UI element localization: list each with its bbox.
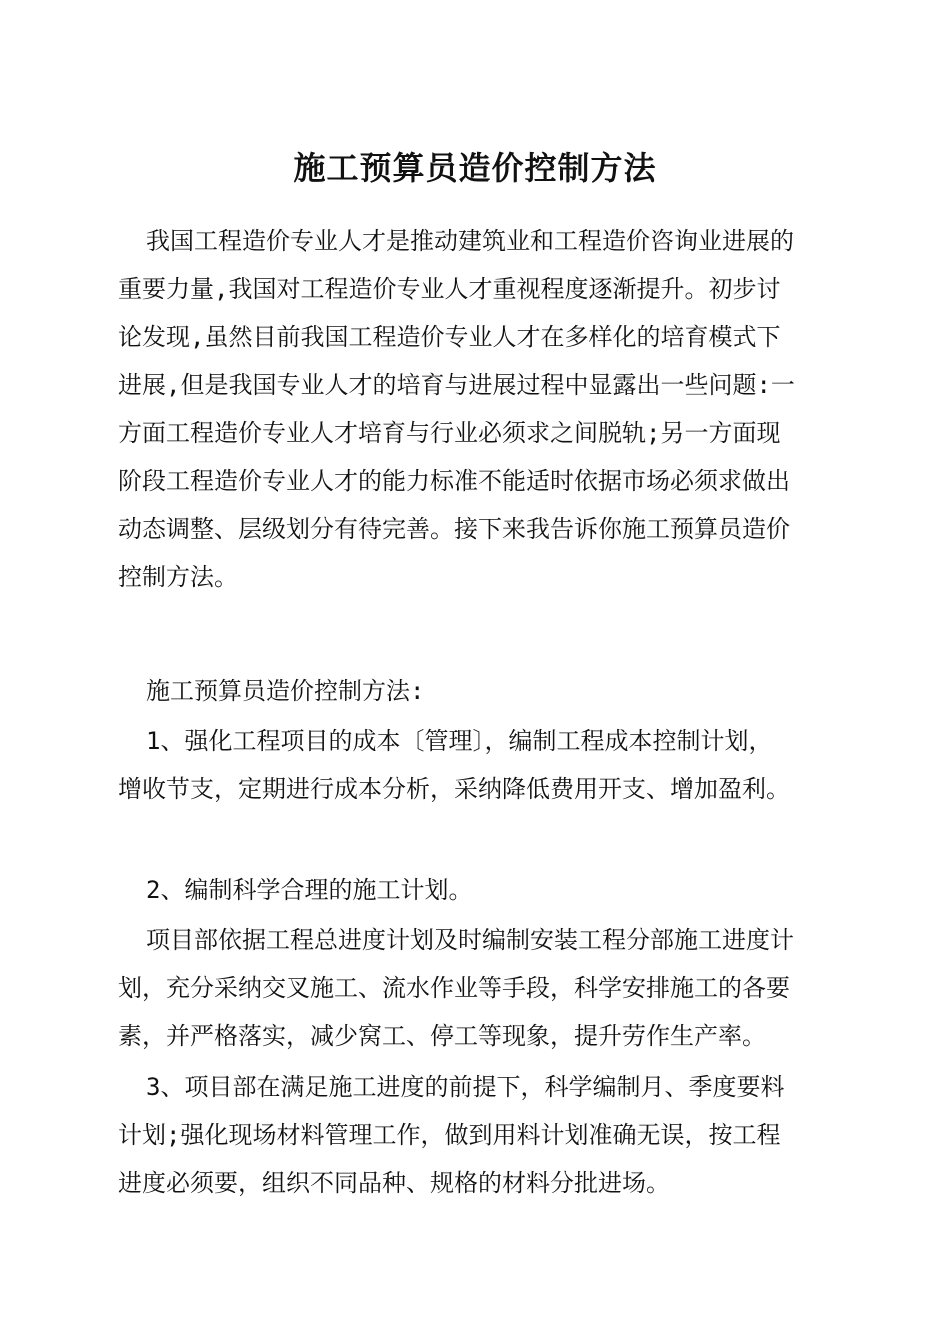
item2-heading-paragraph [118, 866, 838, 914]
item3-line: 3、项目部在满足施工进度的前提下，科学编制月、季度要料 [146, 1073, 785, 1101]
intro-line: 论发现,虽然目前我国工程造价专业人才在多样化的培育模式下 [118, 323, 781, 351]
intro-line: 进展,但是我国专业人才的培育与进展过程中显露出一些问题:一 [118, 371, 795, 399]
document-title: 施工预算员造价控制方法 [293, 149, 657, 187]
item3-paragraph [118, 1063, 838, 1207]
item2-line: 划，充分采纳交叉施工、流水作业等手段，科学安排施工的各要 [118, 974, 790, 1002]
item1-line: 1、强化工程项目的成本〔管理〕，编制工程成本控制计划， [146, 727, 773, 755]
item2-heading: 2、编制科学合理的施工计划。 [146, 876, 473, 904]
section-heading-paragraph [118, 667, 838, 715]
section-heading: 施工预算员造价控制方法: [146, 677, 425, 705]
item3-line: 进度必须要，组织不同品种、规格的材料分批进场。 [118, 1169, 670, 1197]
intro-line: 阶段工程造价专业人才的能力标准不能适时依据市场必须求做出 [118, 467, 790, 495]
item2-paragraph [118, 916, 838, 1060]
item2-line: 素，并严格落实，减少窝工、停工等现象，提升劳作生产率。 [118, 1022, 766, 1050]
intro-line: 方面工程造价专业人才培育与行业必须求之间脱轨;另一方面现 [118, 419, 781, 447]
item1-line: 增收节支，定期进行成本分析，采纳降低费用开支、增加盈利。 [118, 775, 790, 803]
intro-line: 我国工程造价专业人才是推动建筑业和工程造价咨询业进展的 [146, 227, 794, 255]
item2-line: 项目部依据工程总进度计划及时编制安装工程分部施工进度计 [146, 926, 794, 954]
intro-line: 控制方法。 [118, 563, 238, 591]
item3-line: 计划;强化现场材料管理工作，做到用料计划准确无误，按工程 [118, 1121, 781, 1149]
item1-paragraph [118, 717, 838, 813]
intro-paragraph [118, 217, 838, 601]
intro-line: 动态调整、层级划分有待完善。接下来我告诉你施工预算员造价 [118, 515, 790, 543]
intro-line: 重要力量,我国对工程造价专业人才重视程度逐渐提升。初步讨 [118, 275, 781, 303]
